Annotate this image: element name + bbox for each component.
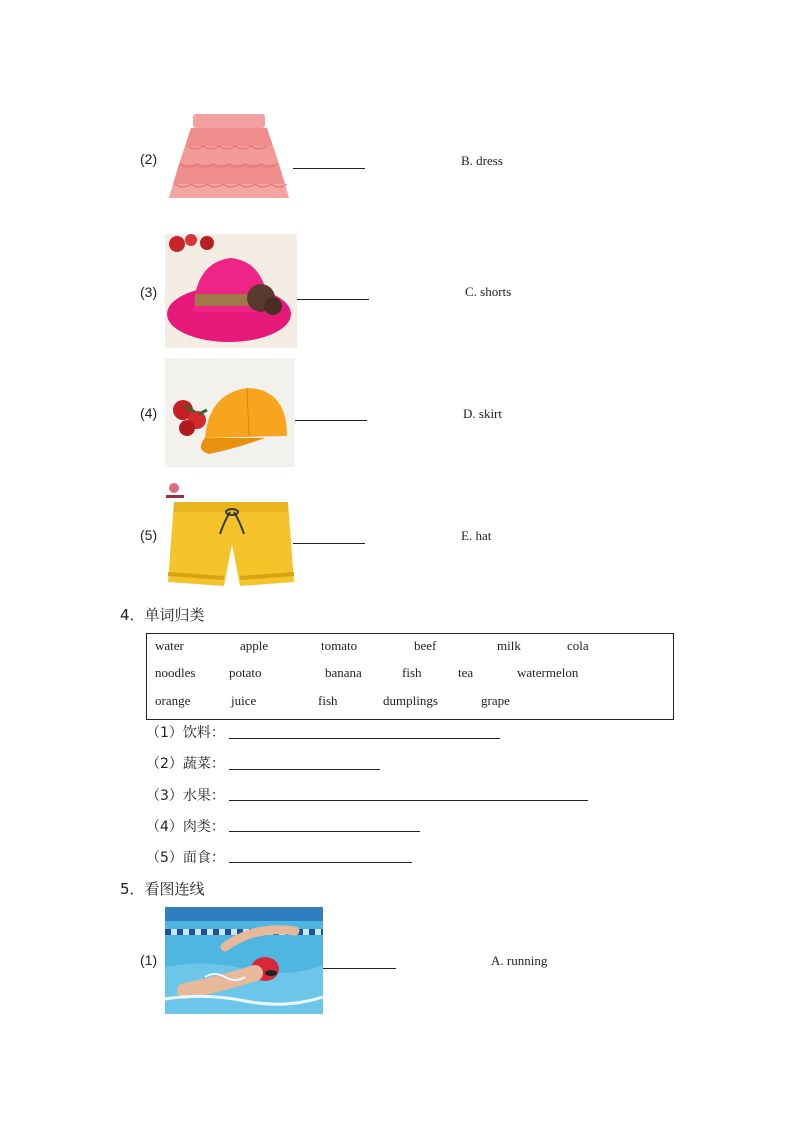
answer-blank[interactable] (295, 420, 367, 421)
category-blank[interactable] (229, 769, 380, 770)
item-number: (2) (140, 151, 158, 167)
answer-blank[interactable] (293, 543, 365, 544)
item-number: (1) (140, 952, 158, 968)
item-number: (4) (140, 405, 158, 421)
word: tea (458, 665, 474, 680)
category-label: （5）面食： (146, 850, 225, 866)
category-label: （1）饮料： (146, 725, 225, 741)
cap-icon (165, 358, 295, 467)
sun-hat-icon (165, 234, 297, 348)
category-label: （4）肉类： (146, 819, 225, 835)
category-blank[interactable] (229, 738, 500, 739)
word: potato (229, 665, 262, 680)
option-label: A. running (491, 953, 548, 968)
word: noodles (155, 665, 196, 680)
answer-blank[interactable] (297, 299, 369, 300)
skirt-icon (165, 108, 293, 203)
category-label: （2）蔬菜： (146, 756, 225, 772)
word-box (146, 633, 674, 720)
category-blank[interactable] (229, 862, 412, 863)
section-title: 4．单词归类 (120, 606, 205, 624)
word: watermelon (517, 665, 579, 680)
answer-blank[interactable] (293, 168, 365, 169)
word: cola (567, 638, 589, 653)
category-blank[interactable] (229, 831, 420, 832)
word: orange (155, 693, 191, 708)
word: fish (318, 693, 338, 708)
section-title: 5．看图连线 (120, 880, 205, 898)
answer-blank[interactable] (323, 968, 396, 969)
swimmer-icon (165, 907, 323, 1014)
word: fish (402, 665, 422, 680)
item-number: (3) (140, 284, 158, 300)
category-blank[interactable] (229, 800, 588, 801)
option-label: C. shorts (465, 284, 512, 299)
word: milk (497, 638, 521, 653)
option-label: D. skirt (463, 406, 502, 421)
item-number: (5) (140, 527, 158, 543)
word: grape (481, 693, 510, 708)
word: water (155, 638, 184, 653)
word: banana (325, 665, 362, 680)
category-label: （3）水果： (146, 788, 225, 804)
word: dumplings (383, 693, 438, 708)
word: beef (414, 638, 437, 653)
option-label: B. dress (461, 153, 503, 168)
word: apple (240, 638, 269, 653)
option-label: E. hat (461, 528, 492, 543)
word: juice (231, 693, 257, 708)
word: tomato (321, 638, 358, 653)
shorts-icon (164, 482, 296, 592)
